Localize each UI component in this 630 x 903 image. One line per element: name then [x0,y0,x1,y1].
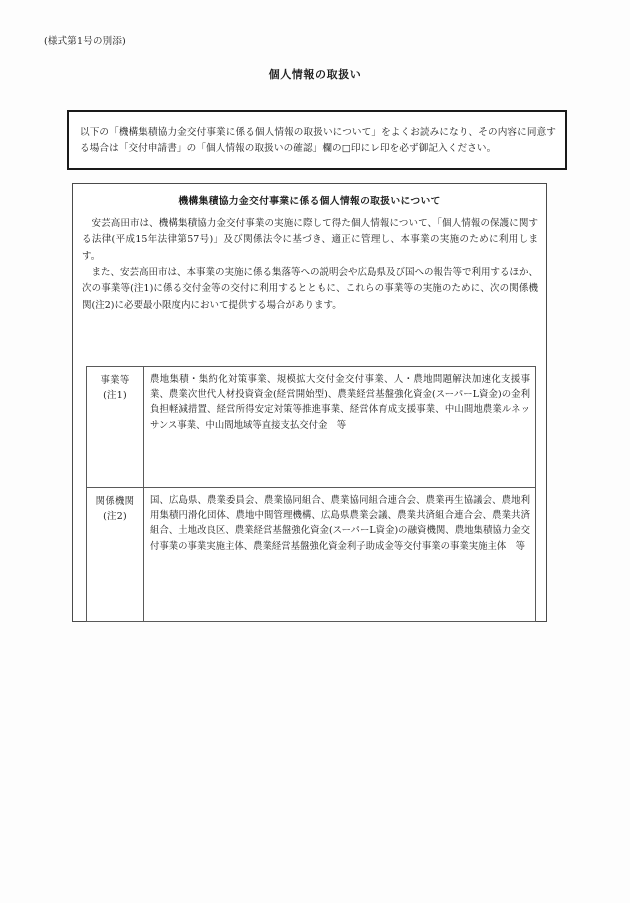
label-line-1: 事業等 [100,375,130,386]
label-line-2: (注1) [103,390,127,402]
label-line-2: (注2) [103,511,127,523]
policy-paragraph-2: また、安芸高田市は、本事業の実施に係る集落等への説明会や広島県及び国への報告等で利用するほか、次の事業等(注1)に係る交付金等の交付に利用するとともに、これらの事業等の実施のために、次の関係機関(注2)に必要最小限度内において提供する場合があります。 [82,266,539,311]
notice-box [67,110,567,170]
reference-table [86,366,536,622]
table-row-body-note1: 農地集積・集約化対策事業、規模拡大交付金交付事業、人・農地問題解決加速化支援事業、農業次世代人材投資資金(経営開始型)、農業経営基盤強化資金(スーパーL資金)の金利負担軽減措置、経営所得安定対策等推進事業、経営体育成支援事業、中山間地農業ルネッサンス事業、中山間地域等直接支払交付金 等 [144,367,536,488]
privacy-policy-box [72,183,547,622]
table-row-label-note1 [87,367,144,488]
page-title: 個人情報の取扱い [268,68,362,81]
table-row-label-note2 [87,488,144,622]
label-line-1: 関係機関 [95,496,135,507]
policy-body [82,216,538,314]
policy-paragraph-1: 安芸高田市は、機構集積協力金交付事業の実施に際して得た個人情報について、「個人情報の保護に関する法律(平成15年法律第57号)」及び関係法令に基づき、適正に管理し、本事業の実施のために利用します。 [82,218,538,262]
table-row-body-note2: 国、広島県、農業委員会、農業協同組合、農業協同組合連合会、農業再生協議会、農地利用集積円滑化団体、農地中間管理機構、広島県農業会議、農業共済組合連合会、農業共済組合、土地改良区、農業経営基盤強化資金(スーパーL資金)の融資機関、農地集積協力金交付事業の事業実施主体、農業経営基盤強化資金利子助成金等交付事業の事業実施主体 等 [144,488,536,622]
notice-text: 以下の「機構集積協力金交付事業に係る個人情報の取扱いについて」をよくお読みになり、その内容に同意する場合は「交付申請書」の「個人情報の取扱いの確認」欄の□印にレ印を必ず御記入ください。 [80,127,556,154]
table-row [87,367,536,488]
form-number: (様式第1号の別添) [44,36,126,47]
policy-heading: 機構集積協力金交付事業に係る個人情報の取扱いについて [178,196,441,207]
table-row [87,488,536,622]
